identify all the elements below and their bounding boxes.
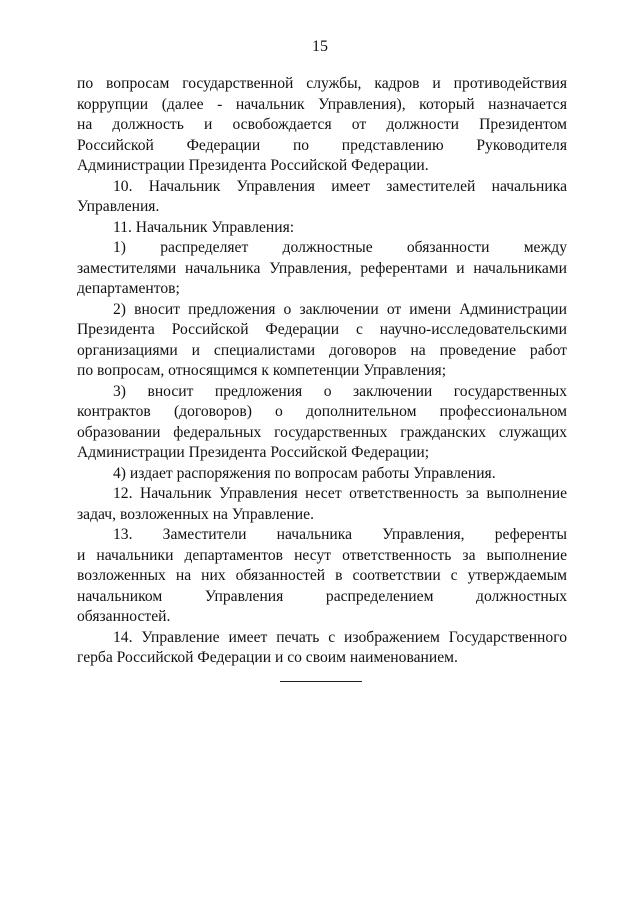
text-line: Администрации Президента Российской Федерации; — [77, 444, 430, 461]
end-separator-line — [280, 681, 362, 682]
text-line: Администрации Президента Российской Федерации. — [77, 157, 429, 174]
text-line: образовании федеральных государственных гражданских служащих — [77, 423, 567, 441]
text-line: контрактов (договоров) о дополнительном профессиональном — [77, 403, 567, 420]
text-line: задач, возложенных на Управление. — [77, 505, 314, 523]
text-line: Управления. — [77, 198, 160, 215]
text-line: 2) вносит предложения о заключении от имени Администрации — [113, 300, 567, 318]
text-line: 3) вносит предложения о заключении государственных — [113, 382, 567, 400]
text-line: 14. Управление имеет печать с изображением Государственного — [113, 628, 567, 646]
text-line: по вопросам государственной службы, кадров и противодействия — [77, 75, 567, 92]
text-line: на должность и освобождается от должности Президентом — [77, 116, 567, 133]
text-line: начальником Управления распределением должностных — [77, 587, 567, 605]
text-line: 10. Начальник Управления имеет заместителей начальника — [113, 177, 567, 195]
text-line: Российской Федерации по представлению Руководителя — [77, 136, 567, 154]
text-line: 11. Начальник Управления: — [113, 218, 295, 236]
text-line: Президента Российской Федерации с научно-исследовательскими — [77, 321, 567, 338]
text-line: заместителями начальника Управления, референтами и начальниками — [77, 259, 567, 277]
text-line: организациями и специалистами договоров на проведение работ — [77, 341, 567, 359]
text-line: обязанностей. — [77, 608, 171, 625]
text-line: по вопросам, относящимся к компетенции Управления; — [77, 362, 447, 379]
text-line: департаментов; — [77, 280, 180, 297]
text-line: 13. Заместители начальника Управления, референты — [113, 526, 567, 543]
document-text — [77, 74, 567, 669]
text-line: 4) издает распоряжения по вопросам работы Управления. — [113, 464, 496, 482]
text-line: 1) распределяет должностные обязанности между — [113, 239, 567, 256]
text-line: 12. Начальник Управления несет ответственность за выполнение — [113, 485, 567, 502]
page-number: 15 — [312, 38, 328, 55]
text-line: возложенных на них обязанностей в соответствии с утверждаемым — [77, 567, 567, 584]
text-line: и начальники департаментов несут ответственность за выполнение — [77, 546, 567, 564]
text-line: коррупции (далее - начальник Управления), который назначается — [77, 95, 567, 113]
text-line: герба Российской Федерации и со своим наименованием. — [77, 649, 458, 666]
